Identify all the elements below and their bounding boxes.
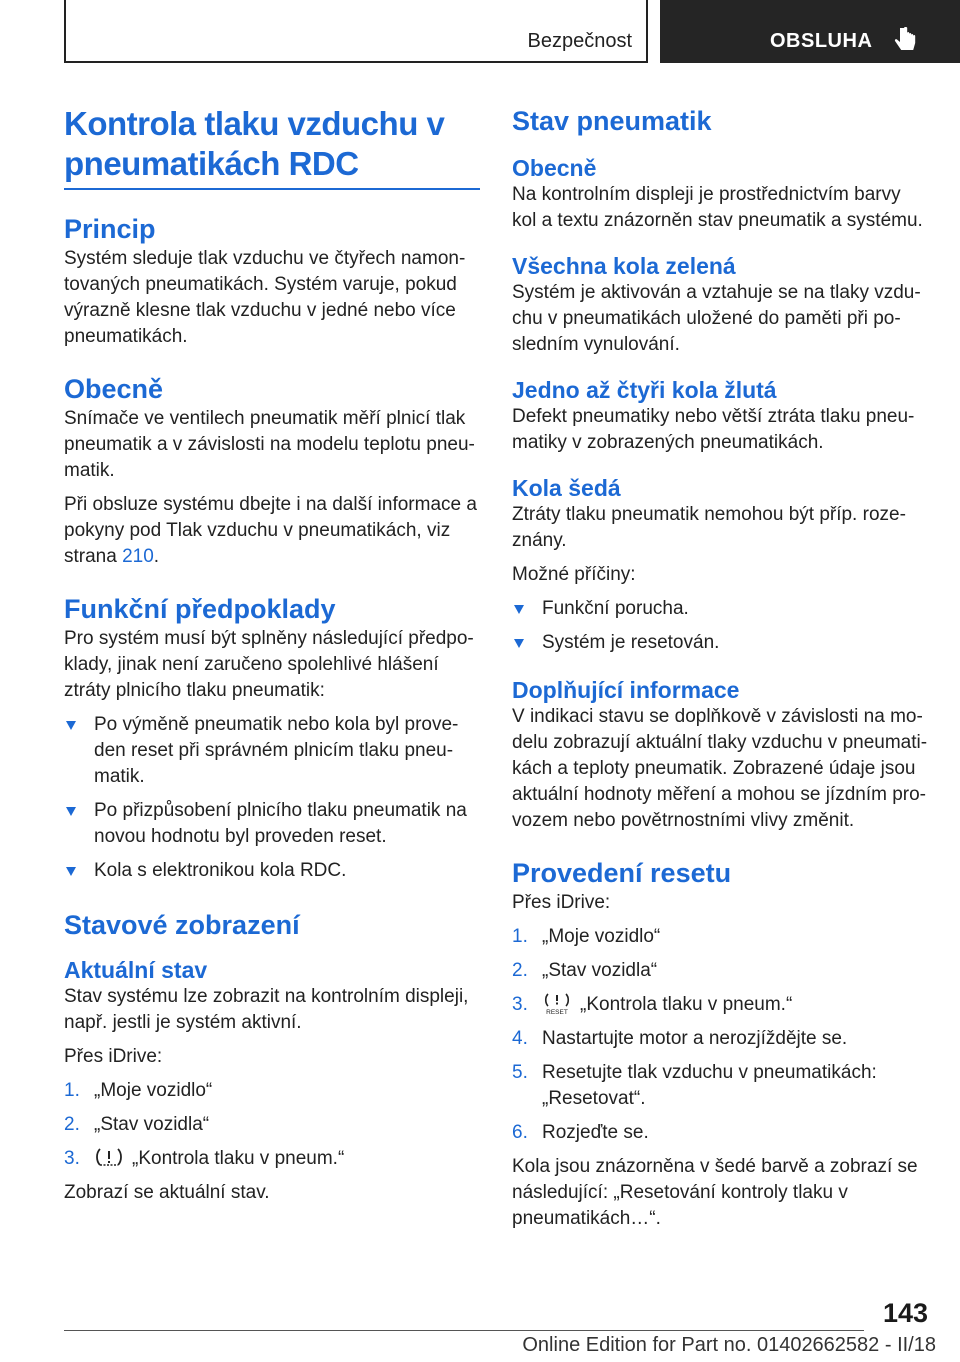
obecne-text: Na kontrolním displeji je prostřednictvím barvy kol a textu znázorněn stav pneumatik a systému. bbox=[512, 184, 923, 231]
triangle-bullet-icon bbox=[66, 721, 76, 730]
reset-heading: Provedení resetu bbox=[512, 858, 732, 888]
zelena-text: Systém je aktivován a vztahuje se na tlaky vzdu-chu v pneumatikách uložené do paměti při po-sledním vynulování. bbox=[512, 282, 921, 355]
seda-text: Ztráty tlaku pneumatik nemohou být příp. roze-znány. bbox=[512, 504, 906, 551]
edition-note: Online Edition for Part no. 01402662582 - II/18 bbox=[522, 1334, 936, 1356]
step-number: 6. bbox=[512, 1122, 528, 1143]
article-title: Kontrola tlaku vzduchu v pneumatikách RDC bbox=[64, 104, 480, 190]
list-item-text: Kola s elektronikou kola RDC. bbox=[94, 860, 347, 881]
step-number: 3. bbox=[512, 994, 528, 1015]
predpoklady-text: Pro systém musí být splněny následující předpo-klady, jinak není zaručeno spolehlivé hlášení ztráty plnicího tlaku pneumatik: bbox=[64, 628, 474, 701]
step-number: 5. bbox=[512, 1062, 528, 1083]
princip-heading: Princip bbox=[64, 214, 156, 244]
pointing-hand-icon bbox=[894, 27, 918, 53]
step-item bbox=[512, 1120, 928, 1146]
step-number: 2. bbox=[512, 960, 528, 981]
reference-text: Při obsluze systému dbejte i na další informace a pokyny pod Tlak vzduchu v pneumatikách, viz strana bbox=[64, 494, 477, 567]
tire-pressure-icon bbox=[94, 1146, 124, 1170]
step-item bbox=[64, 1112, 480, 1138]
triangle-bullet-icon bbox=[66, 807, 76, 816]
predpoklady-heading: Funkční předpoklady bbox=[64, 594, 336, 624]
right-column bbox=[512, 104, 928, 1232]
list-item bbox=[64, 712, 480, 790]
list-item bbox=[512, 630, 928, 656]
doplnujici-heading: Doplňující informace bbox=[512, 677, 740, 703]
list-item bbox=[512, 596, 928, 622]
svg-text:RESET: RESET bbox=[546, 1009, 568, 1016]
step-number: 1. bbox=[512, 926, 528, 947]
seda-heading: Kola šedá bbox=[512, 475, 621, 501]
zluta-heading: Jedno až čtyři kola žlutá bbox=[512, 377, 777, 403]
reset-result-text: Kola jsou znázorněna v šedé barvě a zobrazí se následující: „Resetování kontroly tlaku v pneumatikách…“. bbox=[512, 1156, 918, 1229]
idrive-intro: Přes iDrive: bbox=[512, 892, 611, 913]
result-text: Zobrazí se aktuální stav. bbox=[64, 1182, 270, 1203]
list-item-text: Funkční porucha. bbox=[542, 598, 689, 619]
reset-steps-list bbox=[512, 924, 928, 1146]
left-column bbox=[64, 104, 480, 1206]
chapter-tab bbox=[660, 0, 960, 63]
obecne-heading: Obecně bbox=[64, 374, 164, 404]
step-text: „Moje vozidlo“ bbox=[542, 926, 661, 947]
step-number: 3. bbox=[64, 1148, 80, 1169]
page-number: 143 bbox=[882, 1298, 928, 1328]
obecne-text: Snímače ve ventilech pneumatik měří plnicí tlak pneumatik a v závislosti na modelu teplotu pneu-matik. bbox=[64, 408, 475, 481]
predpoklady-list bbox=[64, 712, 480, 884]
zelena-heading: Všechna kola zelená bbox=[512, 253, 736, 279]
princip-text: Systém sleduje tlak vzduchu ve čtyřech namon-tovaných pneumatikách. Systém varuje, pokud výrazně klesne tlak vzduchu v jedné nebo více pneumatikách. bbox=[64, 248, 466, 347]
step-item bbox=[512, 958, 928, 984]
step-text: „Moje vozidlo“ bbox=[94, 1080, 213, 1101]
step-text: „Stav vozidla“ bbox=[94, 1114, 210, 1135]
doplnujici-text: V indikaci stavu se doplňkově v závislosti na mo-delu zobrazují aktuální tlaky vzduchu v pneumati-kách a teploty pneumatik. Zobrazené údaje jsou aktuální hodnoty měření a mohou se jízdním pro-vozem nebo povětrnostními vlivy změnit. bbox=[512, 706, 928, 831]
aktualni-text: Stav systému lze zobrazit na kontrolním displeji, např. jestli je systém aktivní. bbox=[64, 986, 469, 1033]
zluta-text: Defekt pneumatiky nebo větší ztráta tlaku pneu-matiky v zobrazených pneumatikách. bbox=[512, 406, 915, 453]
step-text: „Stav vozidla“ bbox=[542, 960, 658, 981]
list-item bbox=[64, 798, 480, 850]
stav-pneumatik-title: Stav pneumatik bbox=[512, 106, 712, 136]
idrive-intro: Přes iDrive: bbox=[64, 1046, 163, 1067]
obecne-heading: Obecně bbox=[512, 155, 597, 181]
list-item-text: Po výměně pneumatik nebo kola byl prove-den reset při správném plnicím tlaku pneu-matik. bbox=[94, 714, 459, 787]
step-text: Resetujte tlak vzduchu v pneumatikách: „Resetovat“. bbox=[542, 1062, 877, 1109]
step-text: Rozjeďte se. bbox=[542, 1122, 649, 1143]
list-item-text: Systém je resetován. bbox=[542, 632, 720, 653]
step-item bbox=[512, 992, 928, 1018]
step-number: 2. bbox=[64, 1114, 80, 1135]
aktualni-heading: Aktuální stav bbox=[64, 957, 208, 983]
step-item bbox=[512, 924, 928, 950]
section-label: Bezpečnost bbox=[527, 30, 632, 52]
step-item bbox=[512, 1060, 928, 1112]
triangle-bullet-icon bbox=[66, 867, 76, 876]
page-header bbox=[64, 0, 960, 65]
footer-divider bbox=[64, 1330, 864, 1331]
list-item-text: Po přizpůsobení plnicího tlaku pneumatik na novou hodnotu byl proveden reset. bbox=[94, 800, 467, 847]
step-item bbox=[64, 1146, 480, 1172]
step-number: 4. bbox=[512, 1028, 528, 1049]
page-link[interactable]: 210 bbox=[122, 546, 154, 567]
obecne-reference bbox=[64, 492, 480, 570]
step-item bbox=[512, 1026, 928, 1052]
triangle-bullet-icon bbox=[514, 639, 524, 648]
pricine-list bbox=[512, 596, 928, 656]
section-tab bbox=[64, 0, 648, 63]
step-text: „Kontrola tlaku v pneum.“ bbox=[580, 994, 793, 1015]
steps-list bbox=[64, 1078, 480, 1172]
chapter-label: OBSLUHA bbox=[770, 30, 873, 52]
pricine-intro: Možné příčiny: bbox=[512, 564, 636, 585]
tire-pressure-reset-icon bbox=[542, 992, 572, 1016]
stav-heading: Stavové zobrazení bbox=[64, 910, 300, 940]
step-number: 1. bbox=[64, 1080, 80, 1101]
reference-period: . bbox=[153, 546, 160, 567]
step-text: „Kontrola tlaku v pneum.“ bbox=[132, 1148, 345, 1169]
step-item bbox=[64, 1078, 480, 1104]
step-text: Nastartujte motor a nerozjíždějte se. bbox=[542, 1028, 848, 1049]
triangle-bullet-icon bbox=[514, 605, 524, 614]
list-item bbox=[64, 858, 480, 884]
